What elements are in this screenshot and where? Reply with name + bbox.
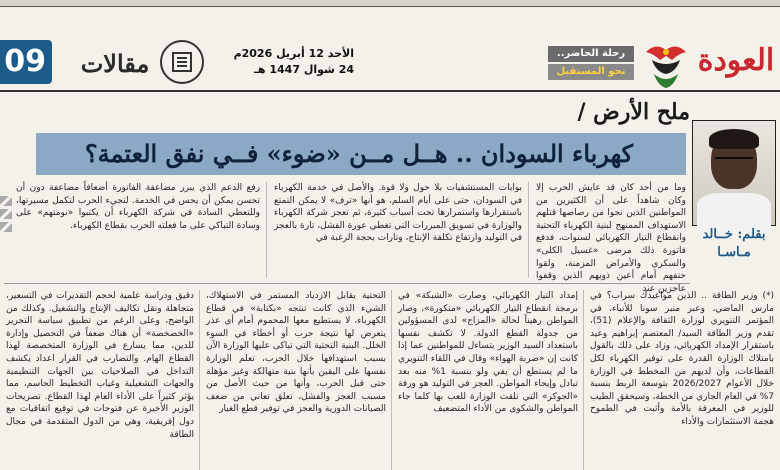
newspaper-logo: العودة <box>697 43 775 78</box>
slogan-line-1: رحلة الحاضر.. <box>548 46 634 62</box>
gregorian-date: الأحد 12 أبريل 2026م <box>233 47 354 60</box>
column-text: (*) وزير الطاقة .. الذين مواعيدك سراب؟ في مارس الماضي، وعبر منبر سونا للأنباء، في المؤتمر التنويري لوزارة الثقافة والإعلام (51)، تقدم وزير الطاقة السيد/ المعتصم إبراهيم وعيد باستقرار الإمداد الكهربائي، وزاد على ذلك بالقول بامتلاك الوزارة القدرة على توفير الكهرباء لكل القطاعات، وأن لديهم من المخطط في الوزارة خلال الأعوام 2026/2027 بتوسعة الربط بنسبة 7% في العام الجاري من الخطة، وسيحقق الطيب للوزير في المعرفة بالأمة وأثبت في الطموح هجمة الاستثمارات والأداء <box>590 291 774 427</box>
section-divider <box>4 283 690 284</box>
column-text: بوابات المستشفيات بلا حول ولا قوة. والأصل في خدمة الكهرباء في السودان، حتى على أيام السلم، هو أنها «ترف» لا يمكن التمتع باستقرارها واستمرارها تحت أسباب كثيرة، ثم تعجز شركة الكهرباء والوزارة في تسويق المبررات التي تغطي عورة الفشل، تارة بالعجز في التوليد وارتفاع تكلفة الإنتاج، وتارات بحجة الرغبة في <box>274 183 522 244</box>
slogan <box>548 46 634 80</box>
masthead-rule <box>0 90 780 92</box>
hijri-date: 24 شوال 1447 هـ <box>254 63 354 76</box>
column-title: ملح الأرض / <box>577 99 690 125</box>
newspaper-icon <box>160 40 204 84</box>
column-text: وما من أحد كان قد عايش الحرب إلا وكان شاهداً على أن الكثيرين من المواطنين الذين نجوا من رصاصها قتلهم الاستهداف الممنهج لبنية الكهرباء التحتية وانقطاع التيار الكهربائي لسنوات، فدفع فاتورة ذلك مرضى «غسيل الكلى» والسكري والأمراض المزمنة، ولقوا حتفهم أمام أعين ذويهم الذين وقفوا عاجزين عند <box>536 183 686 294</box>
column-divider <box>199 290 200 470</box>
column-text: التحتية يقابل الازدياد المستمر في الاستهلاك، الشيء الذي كانت تنتجه «بكتابة» في قطاع الكهرباء، لا يستطيع معها المحموم أمام أي عذر يتعرض لها نتيجة حرب أو أخطاء في السوء الخلل. البنية التحتية التي تباكى عليها الوزارة الآن بسبب استهدافها خلال الحرب، تعلم الوزارة نفسها على اليقين بأنها بنية متهالكة وغير مؤهلة حتى قبل الحرب، وأنها من حيث الأصل من مسبب العجز والفشل، تعلق تعاني من ضعف الصيانات الدورية والعجز في توفير قطع الغيار <box>206 291 386 415</box>
column-text: دقيق ودراسة علمية لحجم التقديرات في التسعير، متجاهلة ونقل تكاليف الإنتاج والتشغيل. وكذلك من الواضح، وعلى الرغم من تطبيق سياسة التحرير «الخصخصة» أن هناك ضعفاً في التحصيل وإدارة للدين، مما يسارع في الوزارة المتخصصة لهذا القطاع الهام. والتضارب في القرار اعداد يكشف التداخل في الصلاحيات بين الجهات التنظيمية والجهات التشغيلية وغياب التخطيط الحاسم، مما يؤثر كثيراً على الأداء العام لهذا القطاع. تصريحات الوزير الأخيرة عن فتوحات في توقيع اتفاقيات مع دول إفريقية، وهي من الدول المتقدمة في مجال الطاقة <box>6 291 194 440</box>
issue-date <box>224 46 354 78</box>
author-photo <box>692 120 776 226</box>
masthead <box>0 8 780 90</box>
eagle-emblem-icon <box>642 38 690 90</box>
column-text: إمداد التيار الكهربائي، وصارت «الشبكة» في برمجة انقطاع التيار الكهربائي «منكورة»، وصار المواطن رهيناً لحالة «المزاج» لدى المسؤولين من جدولة القطع الدولة. لا تكشف نفسها باستعداد السيد الوزير يتساءل للمواطنين عما إذا كانت إن «ضربة الهواء» وقال في اللقاء التنويري ما لم يستطع أن يفي ولو بنسبة 1% منه بعد تبادل وإيحاء المواطن. العجز في التوليد هو ورقة «الجوكر» التي تلقت الوزارة للعب بها كلما جاء المواطن والشكوى من الأداء المتضعيف <box>398 291 578 415</box>
author-byline: بقلم: خــالد مـاسـا <box>702 227 766 260</box>
decorative-stripes <box>0 196 12 236</box>
page-number: 09 <box>0 40 52 84</box>
column-text: رفع الدعم الذي يبرر مضاعفة الفاتورة أضعافاً مضاعفة دون أن تحسن يمكن أن يحس في الخدمة. لتجيء الحرب لتكمل مسيرتها، وللتعطي السادة في شركة الكهرباء أن يكتبوا «نومتهم» على وسادة التباكي على ما فعلته الحرب بقطاع الكهرباء. <box>16 183 260 231</box>
column-divider <box>391 290 392 470</box>
column-divider <box>583 290 584 470</box>
slogan-line-2: نحو المستقبل <box>548 64 634 80</box>
column-divider <box>266 182 267 278</box>
top-border <box>0 0 780 7</box>
article-headline: كهرباء السودان .. هــل مــن «ضوء» فــي نفق العتمة؟ <box>84 139 634 168</box>
column-divider <box>528 182 529 278</box>
section-label: مقالات <box>80 49 150 78</box>
